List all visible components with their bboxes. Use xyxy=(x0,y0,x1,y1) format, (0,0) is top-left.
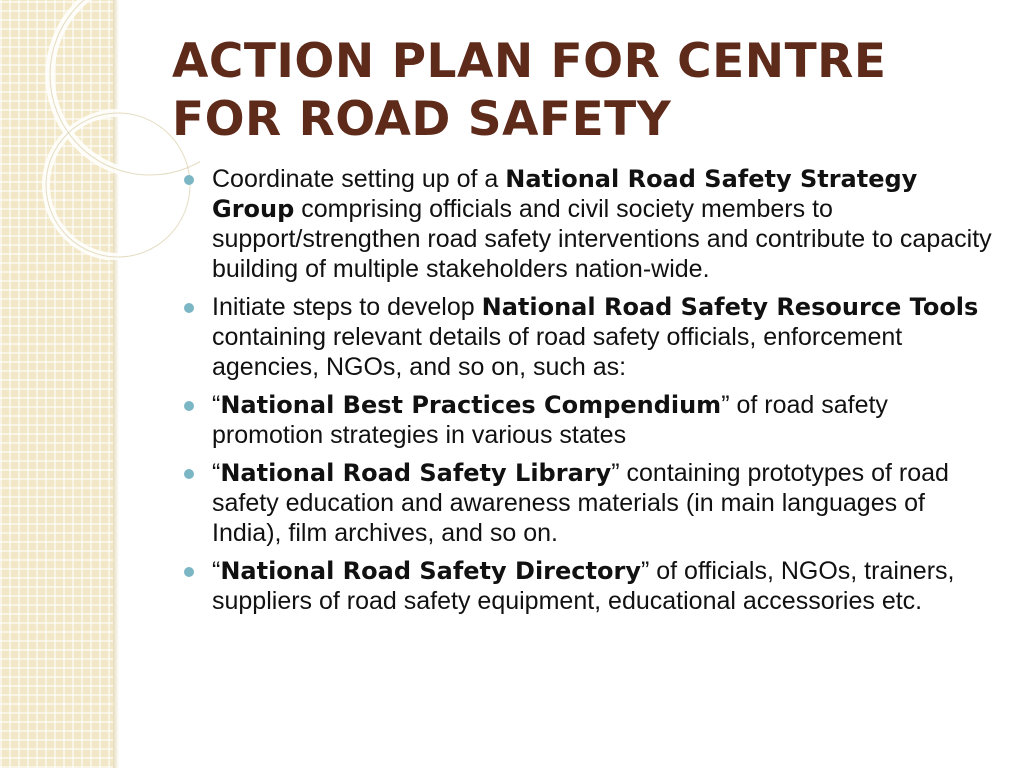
bullet-text-pre: “ xyxy=(212,391,221,419)
title-line-2: FOR ROAD SAFETY xyxy=(172,92,672,147)
bullet-text-bold: National Road Safety Strategy Group xyxy=(212,165,918,223)
bullet-text-pre: “ xyxy=(212,557,221,585)
bullet-item xyxy=(182,292,992,382)
bullet-text-pre: Initiate steps to develop xyxy=(212,293,482,321)
bullet-dot-icon xyxy=(184,175,194,185)
slide-title xyxy=(172,33,1002,149)
bullet-text-post: ” containing prototypes of road safety education and awareness materials (in main languages of India), film archives, and so on. xyxy=(212,459,949,547)
bullet-list xyxy=(182,164,992,624)
bullet-dot-icon xyxy=(184,401,194,411)
bullet-dot-icon xyxy=(184,469,194,479)
bullet-text-bold: National Road Safety Library xyxy=(220,459,612,487)
bullet-item xyxy=(182,390,992,450)
bullet-text-pre: “ xyxy=(212,459,221,487)
bullet-text-post: ” of road safety promotion strategies in various states xyxy=(212,391,888,449)
bullet-text-bold: National Road Safety Directory xyxy=(220,557,641,585)
decorative-rings-icon xyxy=(0,0,200,260)
bullet-item xyxy=(182,556,992,616)
bullet-dot-icon xyxy=(184,303,194,313)
bullet-text-bold: National Best Practices Compendium xyxy=(220,391,722,419)
bullet-item xyxy=(182,458,992,548)
bullet-dot-icon xyxy=(184,567,194,577)
bullet-text-bold: National Road Safety Resource Tools xyxy=(481,293,979,321)
bullet-text-post: containing relevant details of road safety officials, enforcement agencies, NGOs, and so on, such as: xyxy=(212,323,903,381)
bullet-item xyxy=(182,164,992,284)
bullet-text-post: ” of officials, NGOs, trainers, suppliers of road safety equipment, educational accessories etc. xyxy=(212,557,955,615)
bullet-text-pre: Coordinate setting up of a xyxy=(212,165,506,193)
bullet-text-post: comprising officials and civil society members to support/strengthen road safety interventions and contribute to capacity building of multiple stakeholders nation-wide. xyxy=(212,195,992,283)
title-line-1: ACTION PLAN FOR CENTRE xyxy=(172,34,887,89)
